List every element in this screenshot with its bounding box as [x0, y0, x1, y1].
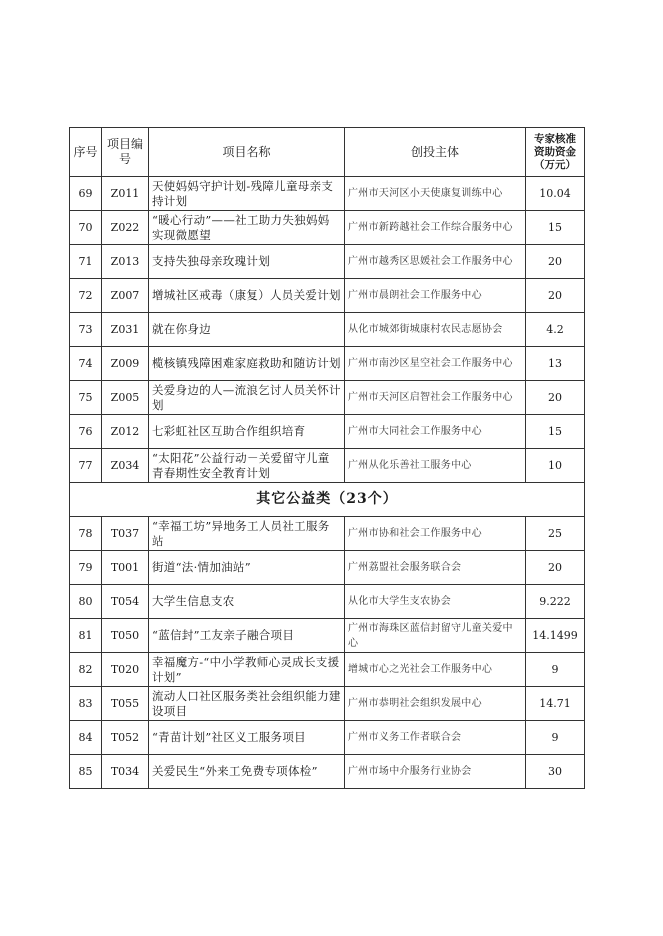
cell-code: Z009 — [102, 347, 149, 381]
cell-no: 82 — [70, 653, 102, 687]
cell-code: T052 — [102, 721, 149, 755]
table-row — [70, 381, 585, 415]
cell-no: 75 — [70, 381, 102, 415]
cell-name: 关爱民生“外来工免费专项体检” — [149, 755, 345, 789]
cell-name: 流动人口社区服务类社会组织能力建设项目 — [149, 687, 345, 721]
cell-fund: 25 — [526, 517, 585, 551]
cell-no: 81 — [70, 619, 102, 653]
cell-org: 从化市大学生支农协会 — [345, 585, 526, 619]
cell-fund: 15 — [526, 415, 585, 449]
cell-fund: 10.04 — [526, 177, 585, 211]
header-fund: 专家核准资助资金（万元） — [526, 128, 585, 177]
cell-code: Z013 — [102, 245, 149, 279]
cell-name: 关爱身边的人—流浪乞讨人员关怀计划 — [149, 381, 345, 415]
cell-org: 广州市天河区启智社会工作服务中心 — [345, 381, 526, 415]
cell-fund: 20 — [526, 279, 585, 313]
cell-no: 77 — [70, 449, 102, 483]
cell-fund: 14.1499 — [526, 619, 585, 653]
cell-org: 增城市心之光社会工作服务中心 — [345, 653, 526, 687]
cell-name: 增城社区戒毒（康复）人员关爱计划 — [149, 279, 345, 313]
cell-code: Z011 — [102, 177, 149, 211]
table-row — [70, 551, 585, 585]
cell-name: 大学生信息支农 — [149, 585, 345, 619]
cell-fund: 4.2 — [526, 313, 585, 347]
cell-fund: 9.222 — [526, 585, 585, 619]
header-name: 项目名称 — [149, 128, 345, 177]
funding-table — [69, 127, 585, 789]
cell-fund: 14.71 — [526, 687, 585, 721]
cell-fund: 9 — [526, 653, 585, 687]
cell-code: Z022 — [102, 211, 149, 245]
cell-fund: 20 — [526, 381, 585, 415]
cell-name: 榄核镇残障困难家庭救助和随访计划 — [149, 347, 345, 381]
cell-code: T050 — [102, 619, 149, 653]
cell-org: 从化市城郊街城康村农民志愿协会 — [345, 313, 526, 347]
table-row — [70, 517, 585, 551]
cell-no: 80 — [70, 585, 102, 619]
cell-no: 71 — [70, 245, 102, 279]
cell-org: 广州市天河区小天使康复训练中心 — [345, 177, 526, 211]
cell-no: 78 — [70, 517, 102, 551]
header-code: 项目编号 — [102, 128, 149, 177]
cell-fund: 30 — [526, 755, 585, 789]
cell-no: 72 — [70, 279, 102, 313]
cell-fund: 9 — [526, 721, 585, 755]
cell-no: 85 — [70, 755, 102, 789]
cell-org: 广州市大同社会工作服务中心 — [345, 415, 526, 449]
table-row — [70, 619, 585, 653]
table-row — [70, 687, 585, 721]
cell-code: T054 — [102, 585, 149, 619]
cell-fund: 10 — [526, 449, 585, 483]
cell-name: 就在你身边 — [149, 313, 345, 347]
table-row — [70, 347, 585, 381]
cell-org: 广州市晨朗社会工作服务中心 — [345, 279, 526, 313]
cell-name: 支持失独母亲玫瑰计划 — [149, 245, 345, 279]
cell-name: 街道“法·情加油站” — [149, 551, 345, 585]
cell-fund: 13 — [526, 347, 585, 381]
cell-no: 83 — [70, 687, 102, 721]
cell-no: 73 — [70, 313, 102, 347]
cell-code: Z034 — [102, 449, 149, 483]
table-row — [70, 653, 585, 687]
cell-org: 广州市南沙区星空社会工作服务中心 — [345, 347, 526, 381]
table-row — [70, 449, 585, 483]
cell-name: 天使妈妈守护计划-残障儿童母亲支持计划 — [149, 177, 345, 211]
header-no: 序号 — [70, 128, 102, 177]
header-row — [70, 128, 585, 177]
cell-fund: 15 — [526, 211, 585, 245]
cell-org: 广州市场中介服务行业协会 — [345, 755, 526, 789]
table-row — [70, 721, 585, 755]
cell-no: 84 — [70, 721, 102, 755]
table-body-a — [70, 177, 585, 483]
cell-fund: 20 — [526, 245, 585, 279]
cell-code: T001 — [102, 551, 149, 585]
cell-org: 广州市义务工作者联合会 — [345, 721, 526, 755]
cell-org: 广州荔盟社会服务联合会 — [345, 551, 526, 585]
table-row — [70, 415, 585, 449]
cell-name: “幸福工坊”异地务工人员社工服务站 — [149, 517, 345, 551]
header-org: 创投主体 — [345, 128, 526, 177]
section-title: 其它公益类（23个） — [70, 483, 585, 517]
table-row — [70, 177, 585, 211]
cell-fund: 20 — [526, 551, 585, 585]
cell-code: T034 — [102, 755, 149, 789]
cell-no: 70 — [70, 211, 102, 245]
section-row — [70, 483, 585, 517]
cell-org: 广州市协和社会工作服务中心 — [345, 517, 526, 551]
table-row — [70, 755, 585, 789]
cell-code: Z005 — [102, 381, 149, 415]
table-row — [70, 279, 585, 313]
cell-name: “青苗计划”社区义工服务项目 — [149, 721, 345, 755]
cell-code: Z007 — [102, 279, 149, 313]
cell-no: 74 — [70, 347, 102, 381]
cell-code: Z031 — [102, 313, 149, 347]
cell-org: 广州市海珠区蓝信封留守儿童关爱中心 — [345, 619, 526, 653]
cell-no: 69 — [70, 177, 102, 211]
cell-code: T055 — [102, 687, 149, 721]
cell-org: 广州市新跨越社会工作综合服务中心 — [345, 211, 526, 245]
cell-code: Z012 — [102, 415, 149, 449]
table-row — [70, 585, 585, 619]
cell-code: T020 — [102, 653, 149, 687]
cell-name: “暖心行动”——社工助力失独妈妈实现微愿望 — [149, 211, 345, 245]
cell-org: 广州市越秀区思媛社会工作服务中心 — [345, 245, 526, 279]
cell-name: “蓝信封”工友亲子融合项目 — [149, 619, 345, 653]
cell-no: 76 — [70, 415, 102, 449]
cell-org: 广州从化乐善社工服务中心 — [345, 449, 526, 483]
cell-code: T037 — [102, 517, 149, 551]
table-body-b — [70, 517, 585, 789]
cell-no: 79 — [70, 551, 102, 585]
cell-org: 广州市恭明社会组织发展中心 — [345, 687, 526, 721]
cell-name: 幸福魔方-“中小学教师心灵成长支援计划” — [149, 653, 345, 687]
cell-name: “太阳花”公益行动－关爱留守儿童青春期性安全教育计划 — [149, 449, 345, 483]
cell-name: 七彩虹社区互助合作组织培育 — [149, 415, 345, 449]
table-row — [70, 245, 585, 279]
table-row — [70, 211, 585, 245]
table-row — [70, 313, 585, 347]
